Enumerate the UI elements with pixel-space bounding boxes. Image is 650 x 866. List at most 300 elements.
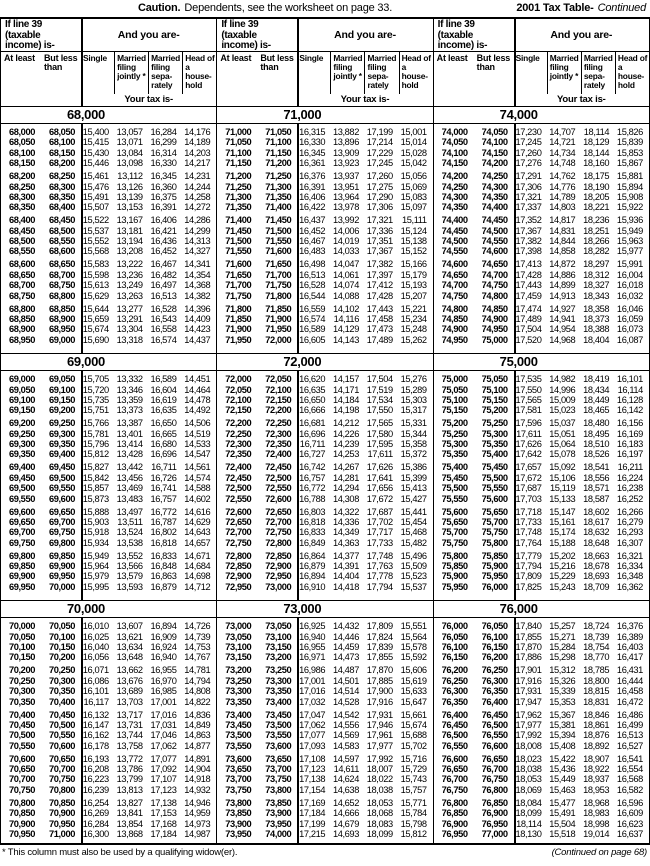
table-row — [434, 405, 649, 415]
tax-cell: 17,352 — [515, 215, 542, 226]
income-cell: 68,550 — [48, 236, 75, 247]
tax-cell: 16,541 — [616, 753, 643, 764]
income-cell: 73,250 — [225, 675, 252, 686]
tax-cell: 16,772 — [150, 506, 177, 517]
tax-cell: 13,744 — [116, 730, 143, 741]
income-cell: 69,050 — [8, 384, 35, 395]
income-cell: 75,450 — [441, 472, 468, 483]
tax-cell: 13,731 — [116, 719, 143, 730]
tax-cell: 14,473 — [332, 652, 359, 663]
tax-cell: 16,833 — [299, 527, 326, 538]
tax-cell: 16,726 — [150, 472, 177, 483]
tax-cell: 14,913 — [549, 290, 576, 301]
tax-cell: 15,111 — [401, 215, 427, 226]
income-cell: 72,100 — [265, 384, 292, 395]
income-cell: 74,450 — [441, 225, 468, 236]
tax-cell: 17,550 — [515, 384, 542, 395]
income-cell: 76,050 — [481, 621, 508, 632]
tax-cell: 16,197 — [616, 449, 643, 460]
tax-cell: 17,504 — [515, 324, 542, 335]
income-cell: 71,850 — [225, 313, 252, 324]
tax-cell: 14,877 — [184, 740, 211, 751]
tax-cell: 13,373 — [116, 405, 143, 416]
tax-cell: 18,343 — [583, 290, 610, 301]
income-cell: 73,100 — [265, 631, 292, 642]
tax-cell: 18,068 — [366, 808, 393, 819]
income-cell: 75,250 — [441, 428, 468, 439]
table-row — [1, 304, 216, 314]
tax-cell: 15,427 — [400, 493, 427, 504]
income-cell: 74,550 — [441, 246, 468, 257]
table-row — [217, 730, 432, 740]
income-cell: 68,900 — [48, 313, 75, 324]
tax-cell: 17,047 — [299, 709, 326, 720]
income-cell: 75,950 — [481, 571, 508, 582]
table-row — [217, 192, 432, 202]
income-cell: 73,800 — [225, 797, 252, 808]
income-cell: 70,450 — [8, 719, 35, 730]
tax-cell: 14,272 — [184, 202, 211, 213]
tax-cell: 18,160 — [583, 158, 610, 169]
tax-cell: 14,597 — [332, 753, 359, 764]
tax-cell: 13,689 — [116, 686, 143, 697]
tax-cell: 15,518 — [549, 828, 576, 839]
income-cell: 68,500 — [48, 225, 75, 236]
income-cell: 74,900 — [481, 313, 508, 324]
income-cell: 68,250 — [48, 171, 75, 182]
tax-cell: 15,243 — [549, 581, 576, 592]
tax-cell: 17,473 — [366, 324, 393, 335]
tax-cell: 15,552 — [82, 236, 109, 247]
tax-cell: 17,931 — [515, 686, 542, 697]
tax-cell: 15,248 — [400, 324, 427, 335]
tax-cell: 13,621 — [116, 631, 143, 642]
income-cell: 74,300 — [441, 191, 468, 202]
tax-cell: 17,641 — [366, 472, 393, 483]
tax-cell: 17,428 — [515, 269, 542, 280]
section-rows — [434, 618, 649, 843]
income-cell: 68,750 — [8, 290, 35, 301]
tax-cell: 16,117 — [83, 696, 109, 707]
table-row — [1, 730, 216, 740]
income-bracket-section — [434, 353, 649, 596]
tax-cell: 17,321 — [366, 215, 393, 226]
income-cell: 72,700 — [265, 516, 292, 527]
income-cell: 69,150 — [48, 394, 75, 405]
income-cell: 69,450 — [48, 462, 75, 473]
tax-cell: 14,322 — [332, 506, 359, 517]
tax-cell: 16,528 — [299, 280, 326, 291]
income-cell: 73,350 — [225, 696, 252, 707]
table-row — [1, 314, 216, 324]
tax-cell: 13,538 — [116, 537, 143, 548]
table-row — [217, 798, 432, 808]
income-cell: 71,200 — [225, 171, 252, 182]
tax-cell: 13,291 — [116, 313, 143, 324]
income-cell: 68,800 — [8, 303, 35, 314]
income-cell: 70,150 — [48, 642, 75, 653]
income-cell: 71,100 — [265, 137, 292, 148]
tax-cell: 15,496 — [400, 550, 427, 561]
income-cell: 68,400 — [48, 202, 75, 213]
tax-cell: 17,809 — [366, 621, 393, 632]
tax-cell: 15,507 — [82, 202, 109, 213]
income-cell: 70,500 — [8, 730, 35, 741]
income-cell: 69,500 — [8, 483, 35, 494]
table-row — [1, 429, 216, 439]
income-cell: 75,800 — [481, 537, 508, 548]
tax-cell: 14,684 — [184, 561, 211, 572]
tax-cell: 16,635 — [299, 384, 326, 395]
table-row — [434, 280, 649, 290]
tax-cell: 16,650 — [150, 418, 177, 429]
income-cell: 70,750 — [8, 784, 35, 795]
tax-cell: 16,924 — [150, 642, 177, 653]
tax-cell: 17,733 — [515, 516, 542, 527]
tax-cell: 14,987 — [184, 828, 211, 839]
income-cell: 74,100 — [481, 137, 508, 148]
tax-cell: 14,006 — [332, 225, 359, 236]
tax-cell: 16,513 — [150, 290, 177, 301]
tax-cell: 17,687 — [515, 483, 542, 494]
tax-cell: 17,657 — [515, 462, 542, 473]
income-cell: 70,650 — [8, 764, 35, 775]
table-row — [434, 494, 649, 504]
tax-cell: 16,681 — [299, 418, 326, 429]
income-cell: 69,550 — [48, 483, 75, 494]
table-row — [434, 632, 649, 642]
income-cell: 68,350 — [8, 202, 35, 213]
table-row — [1, 561, 216, 571]
tax-cell: 15,812 — [82, 449, 109, 460]
income-cell: 75,850 — [481, 550, 508, 561]
income-cell: 69,300 — [48, 428, 75, 439]
income-cell: 74,850 — [441, 313, 468, 324]
tax-cell: 16,757 — [299, 472, 326, 483]
income-cell: 71,500 — [225, 236, 252, 247]
your-tax-is-label: Your tax is- — [340, 94, 390, 105]
tax-cell: 17,687 — [366, 506, 393, 517]
income-cell: 70,350 — [48, 686, 75, 697]
income-cell: 69,600 — [48, 493, 75, 504]
table-row — [217, 202, 432, 212]
tax-cell: 15,413 — [400, 483, 427, 494]
tax-cell: 17,031 — [150, 719, 177, 730]
table-row — [434, 538, 649, 548]
tax-cell: 18,968 — [583, 797, 610, 808]
tax-cell: 16,403 — [616, 642, 643, 653]
income-cell: 71,650 — [265, 259, 292, 270]
tax-cell: 18,648 — [583, 537, 610, 548]
income-cell: 74,200 — [441, 171, 468, 182]
tax-cell: 19,014 — [583, 828, 610, 839]
tax-cell: 14,629 — [184, 516, 211, 527]
tax-cell: 17,062 — [150, 740, 177, 751]
table-row — [217, 215, 432, 225]
tax-cell: 15,119 — [549, 483, 576, 494]
income-cell: 69,900 — [8, 571, 35, 582]
tax-cell: 17,291 — [515, 171, 542, 182]
tax-cell: 14,212 — [332, 418, 359, 429]
tax-cell: 18,709 — [583, 581, 610, 592]
tax-cell: 18,022 — [366, 774, 393, 785]
tax-cell: 17,519 — [366, 384, 393, 395]
table-row — [434, 517, 649, 527]
tax-cell: 17,901 — [515, 665, 542, 676]
footnote-widower: * This column must also be used by a qualifying widow(er). — [2, 847, 238, 858]
table-row — [1, 819, 216, 829]
tax-cell: 16,004 — [616, 269, 643, 280]
tax-cell: 16,417 — [616, 652, 643, 663]
tax-cell: 14,602 — [184, 493, 211, 504]
tax-cell: 17,886 — [515, 652, 542, 663]
tax-cell: 15,979 — [82, 571, 109, 582]
tax-cell: 18,175 — [583, 171, 610, 182]
tax-cell: 14,671 — [184, 550, 211, 561]
tax-cell: 18,221 — [583, 202, 610, 213]
income-cell: 74,950 — [481, 324, 508, 335]
tax-cell: 13,194 — [116, 236, 143, 247]
income-cell: 70,100 — [48, 631, 75, 642]
tax-cell: 17,428 — [366, 290, 393, 301]
income-cell: 75,550 — [441, 493, 468, 504]
tax-cell: 13,332 — [116, 374, 143, 385]
income-cell: 71,750 — [225, 290, 252, 301]
tax-cell: 15,659 — [82, 313, 109, 324]
tax-cell: 15,857 — [82, 483, 109, 494]
tax-cell: 17,977 — [366, 740, 393, 751]
income-cell: 76,800 — [441, 797, 468, 808]
tax-cell: 14,267 — [332, 462, 359, 473]
tax-cell: 17,245 — [366, 158, 393, 169]
income-header: If line 39 (taxable income) is- — [437, 19, 488, 51]
tax-cell: 15,908 — [616, 191, 643, 202]
income-cell: 72,750 — [225, 537, 252, 548]
income-cell: 69,250 — [8, 428, 35, 439]
tax-cell: 16,925 — [299, 621, 326, 632]
tax-cell: 15,522 — [82, 215, 109, 226]
tax-cell: 16,940 — [299, 631, 326, 642]
income-cell: 69,100 — [48, 384, 75, 395]
income-cell: 76,400 — [481, 696, 508, 707]
table-row — [1, 652, 216, 662]
tax-cell: 15,619 — [400, 675, 427, 686]
income-cell: 71,100 — [225, 147, 252, 158]
income-cell: 72,000 — [265, 334, 292, 345]
tax-cell: 16,605 — [299, 334, 326, 345]
tax-cell: 13,786 — [116, 764, 143, 775]
tax-cell: 18,571 — [583, 483, 610, 494]
tax-cell: 15,284 — [549, 642, 576, 653]
tax-cell: 15,422 — [549, 753, 576, 764]
tax-cell: 16,772 — [299, 483, 326, 494]
tax-cell: 15,174 — [549, 527, 576, 538]
income-cell: 72,200 — [265, 405, 292, 416]
table-row — [217, 246, 432, 256]
tax-cell: 14,432 — [332, 621, 359, 632]
tax-cell: 16,086 — [82, 675, 109, 686]
income-cell: 73,500 — [225, 730, 252, 741]
income-cell: 76,050 — [441, 631, 468, 642]
tax-cell: 17,489 — [515, 313, 542, 324]
tax-cell: 13,827 — [116, 797, 143, 808]
tax-cell: 13,634 — [116, 642, 143, 653]
tax-cell: 15,166 — [400, 259, 427, 270]
table-row — [217, 785, 432, 795]
income-cell: 68,000 — [8, 127, 35, 137]
table-row — [217, 754, 432, 764]
tax-cell: 16,293 — [616, 527, 643, 538]
tax-cell: 17,733 — [366, 537, 393, 548]
tax-cell: 18,084 — [515, 797, 542, 808]
income-header: If line 39 (taxable income) is- — [5, 19, 55, 51]
income-cell: 69,200 — [48, 405, 75, 416]
income-header: If line 39 (taxable income) is- — [221, 19, 271, 51]
income-cell: 73,750 — [265, 774, 292, 785]
tax-cell: 15,523 — [400, 571, 427, 582]
income-cell: 71,050 — [265, 127, 292, 137]
tax-cell: 13,153 — [116, 202, 143, 213]
income-cell: 70,600 — [8, 753, 35, 764]
table-row — [217, 158, 432, 168]
tax-cell: 16,376 — [616, 621, 643, 632]
income-cell: 73,300 — [225, 686, 252, 697]
tax-cell: 15,083 — [400, 191, 427, 202]
tax-cell: 15,276 — [400, 374, 427, 385]
tax-cell: 16,452 — [299, 225, 326, 236]
table-row — [1, 632, 216, 642]
income-cell: 69,350 — [48, 439, 75, 450]
income-bracket-section — [217, 600, 432, 843]
tax-cell: 16,073 — [616, 324, 643, 335]
income-cell: 74,600 — [441, 259, 468, 270]
tax-cell: 17,062 — [299, 719, 326, 730]
tax-cell: 18,419 — [583, 374, 610, 385]
tax-cell: 16,345 — [150, 171, 177, 182]
table-row — [1, 148, 216, 158]
table-row — [1, 697, 216, 707]
tax-cell: 16,711 — [151, 462, 177, 473]
tax-cell: 15,229 — [549, 571, 576, 582]
tax-cell: 15,188 — [549, 537, 576, 548]
income-cell: 76,150 — [441, 652, 468, 663]
tax-cell: 18,556 — [583, 472, 610, 483]
tax-cell: 14,391 — [332, 561, 359, 572]
tax-cell: 16,147 — [82, 719, 109, 730]
tax-cell: 16,589 — [150, 374, 177, 385]
income-cell: 69,700 — [8, 527, 35, 538]
tax-cell: 15,482 — [400, 537, 427, 548]
tax-cell: 13,964 — [332, 191, 359, 202]
income-cell: 76,250 — [441, 675, 468, 686]
income-bracket-section — [1, 353, 216, 596]
tax-cell: 18,465 — [583, 405, 610, 416]
tax-cell: 14,932 — [184, 784, 211, 795]
tax-cell: 17,474 — [515, 303, 542, 314]
tax-cell: 16,554 — [616, 764, 643, 775]
income-cell: 75,300 — [481, 428, 508, 439]
income-cell: 73,550 — [265, 730, 292, 741]
income-cell: 74,950 — [441, 334, 468, 345]
tax-cell: 14,996 — [549, 384, 576, 395]
tax-cell: 13,511 — [117, 516, 143, 527]
tax-cell: 13,593 — [116, 581, 143, 592]
tax-cell: 16,421 — [150, 225, 177, 236]
status-header: And you are- — [334, 29, 396, 41]
income-cell: 73,800 — [265, 784, 292, 795]
tax-cell: 17,748 — [515, 527, 542, 538]
tax-cell: 18,526 — [583, 449, 610, 460]
tax-cell: 15,386 — [400, 462, 427, 473]
table-row — [434, 741, 649, 751]
tax-cell: 18,388 — [583, 324, 610, 335]
tax-cell: 16,032 — [616, 290, 643, 301]
tax-cell: 14,927 — [549, 303, 576, 314]
tax-cell: 13,263 — [116, 290, 143, 301]
income-cell: 72,650 — [225, 516, 252, 527]
tax-cell: 14,129 — [332, 324, 359, 335]
panel-sections — [1, 106, 216, 843]
table-row — [217, 259, 432, 269]
tax-cell: 16,879 — [150, 581, 177, 592]
tax-cell: 15,729 — [400, 764, 427, 775]
tax-cell: 16,238 — [616, 483, 643, 494]
tax-cell: 14,244 — [184, 181, 211, 192]
tax-cell: 17,306 — [366, 202, 393, 213]
panel-sections — [217, 106, 432, 843]
tax-cell: 17,534 — [366, 394, 393, 405]
tax-cell: 18,632 — [583, 527, 610, 538]
tax-cell: 15,564 — [400, 631, 427, 642]
table-row — [1, 582, 216, 592]
income-cell: 72,100 — [225, 394, 252, 405]
tax-cell: 15,537 — [400, 581, 427, 592]
tax-cell: 15,922 — [616, 202, 643, 213]
tax-cell: 16,010 — [82, 621, 109, 632]
income-cell: 76,350 — [481, 686, 508, 697]
tax-cell: 18,053 — [366, 797, 393, 808]
tax-cell: 14,789 — [549, 191, 576, 202]
tax-cell: 14,061 — [332, 269, 359, 280]
income-cell: 71,550 — [265, 236, 292, 247]
tax-cell: 17,717 — [366, 527, 393, 538]
income-cell: 74,300 — [481, 181, 508, 192]
table-row — [1, 385, 216, 395]
tax-cell: 18,038 — [515, 764, 542, 775]
tax-cell: 18,373 — [583, 313, 610, 324]
tax-cell: 16,609 — [616, 808, 643, 819]
tax-cell: 14,299 — [184, 225, 211, 236]
income-cell: 76,600 — [441, 753, 468, 764]
income-cell: 68,400 — [8, 215, 35, 226]
tax-cell: 15,583 — [82, 259, 109, 270]
tax-cell: 14,836 — [184, 709, 211, 720]
tax-cell: 16,375 — [150, 191, 177, 202]
income-cell: 68,950 — [48, 324, 75, 335]
income-cell: 70,700 — [8, 774, 35, 785]
tax-cell: 17,443 — [515, 280, 542, 291]
tax-cell: 17,809 — [515, 571, 542, 582]
tax-cell: 18,236 — [583, 215, 610, 226]
income-cell: 74,000 — [265, 828, 292, 839]
tax-cell: 16,596 — [616, 797, 643, 808]
table-row — [434, 192, 649, 202]
tax-cell: 15,826 — [616, 127, 643, 137]
income-cell: 70,800 — [8, 797, 35, 808]
section-rows — [1, 371, 216, 596]
income-cell: 74,350 — [441, 202, 468, 213]
income-cell: 68,600 — [48, 246, 75, 257]
